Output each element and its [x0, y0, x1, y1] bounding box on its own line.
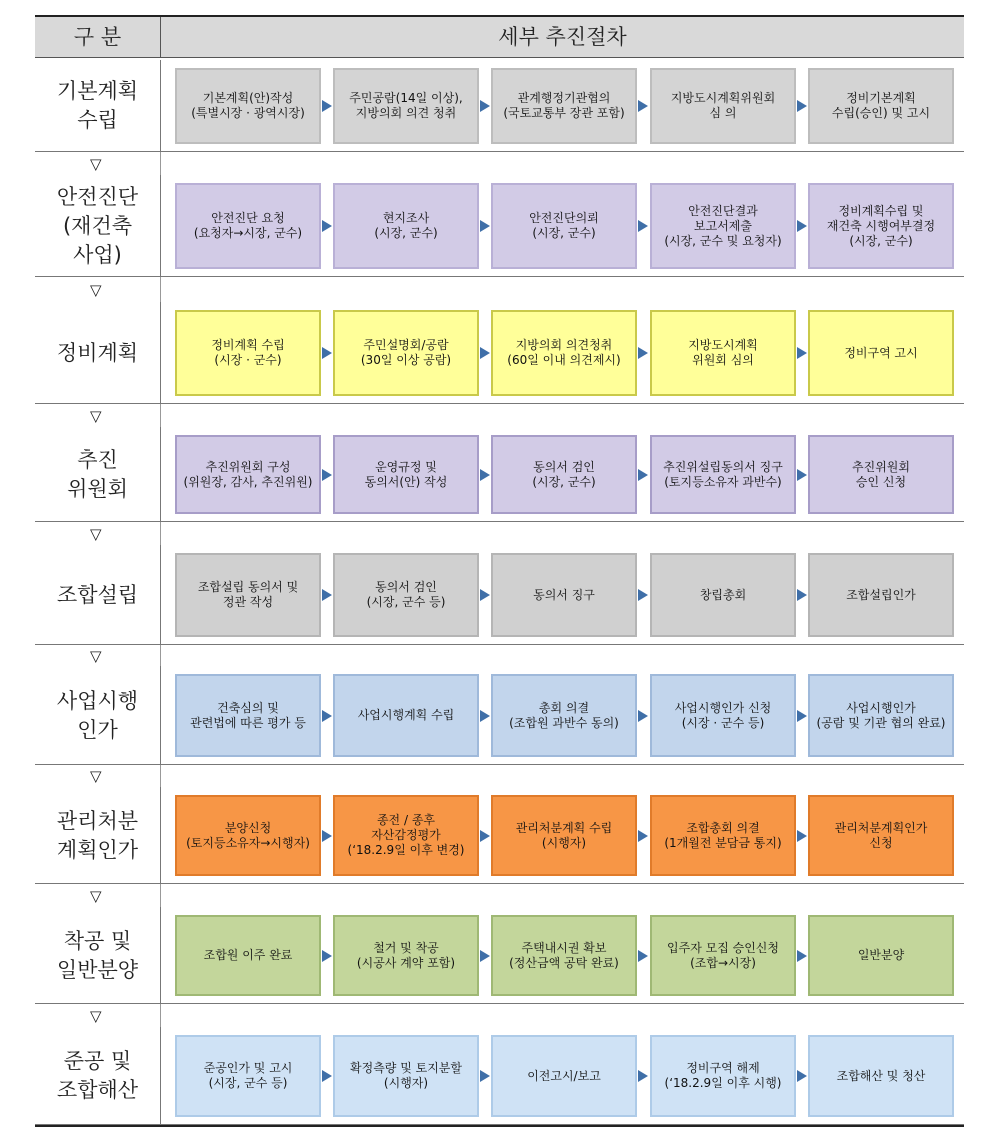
flow-arrow-icon [638, 950, 648, 962]
flow-arrow-icon [638, 1070, 648, 1082]
flow-arrow-icon [480, 100, 490, 112]
down-arrow-icon: ▽ [90, 280, 102, 299]
step-box: 지방도시계획위원회 심 의 [650, 68, 796, 144]
step-box: 추진위원회 승인 신청 [808, 435, 954, 514]
stage-label: 사업시행 인가 [56, 688, 139, 742]
step-box: 철거 및 착공 (시공사 계약 포함) [333, 915, 479, 996]
flow-arrow-icon [638, 710, 648, 722]
flow-arrow-icon [797, 100, 807, 112]
step-box: 창립총회 [650, 553, 796, 637]
step-box: 종전 / 종후 자산감정평가 (‘18.2.9일 이후 변경) [333, 795, 479, 876]
column-divider [160, 545, 161, 645]
row-divider [35, 1003, 964, 1004]
flow-arrow-icon [638, 347, 648, 359]
column-divider [160, 907, 161, 1004]
step-box: 사업시행인가 (공람 및 기관 협의 완료) [808, 674, 954, 757]
step-box: 정비계획 수립 (시장 · 군수) [175, 310, 321, 396]
down-arrow-icon: ▽ [90, 154, 102, 173]
step-box: 분양신청 (토지등소유자→시행자) [175, 795, 321, 876]
flow-arrow-icon [322, 950, 332, 962]
flow-arrow-icon [322, 100, 332, 112]
header-category: 구 분 [73, 25, 122, 49]
flow-arrow-icon [322, 589, 332, 601]
down-arrow-icon: ▽ [90, 1006, 102, 1025]
column-divider [160, 1027, 161, 1125]
column-divider [160, 302, 161, 404]
step-box: 관리처분계획인가 신청 [808, 795, 954, 876]
stage-label: 안전진단 (재건축 사업) [56, 184, 139, 267]
flow-arrow-icon [480, 950, 490, 962]
stage-row [35, 302, 964, 404]
column-divider [160, 427, 161, 522]
step-box: 안전진단의뢰 (시장, 군수) [491, 183, 637, 269]
row-divider [35, 883, 964, 884]
step-box: 운영규정 및 동의서(안) 작성 [333, 435, 479, 514]
stage-label: 준공 및 조합해산 [56, 1049, 139, 1102]
flow-arrow-icon [797, 950, 807, 962]
step-box: 동의서 검인 (시장, 군수 등) [333, 553, 479, 637]
down-arrow-icon: ▽ [90, 524, 102, 543]
flow-arrow-icon [480, 1070, 490, 1082]
flow-arrow-icon [322, 830, 332, 842]
row-divider [35, 276, 964, 277]
stage-row [35, 545, 964, 645]
table-header [35, 17, 964, 58]
step-box: 조합총회 의결 (1개월전 분담금 통지) [650, 795, 796, 876]
step-box: 사업시행계획 수립 [333, 674, 479, 757]
stage-label: 관리처분 계획인가 [56, 808, 139, 862]
row-divider [35, 403, 964, 404]
stage-row [35, 666, 964, 765]
down-arrow-icon: ▽ [90, 767, 102, 785]
column-divider [160, 666, 161, 765]
step-box: 정비계획수립 및 재건축 시행여부결정 (시장, 군수) [808, 183, 954, 269]
column-divider [160, 175, 161, 277]
flow-arrow-icon [797, 830, 807, 842]
stage-row [35, 1027, 964, 1125]
gap-divider [160, 404, 161, 427]
stage-label: 착공 및 일반분양 [56, 928, 139, 982]
flow-arrow-icon [480, 347, 490, 359]
flow-arrow-icon [322, 469, 332, 481]
row-divider [35, 521, 964, 522]
flow-arrow-icon [797, 347, 807, 359]
flow-arrow-icon [322, 347, 332, 359]
gap-divider [160, 522, 161, 545]
step-box: 정비구역 고시 [808, 310, 954, 396]
flow-arrow-icon [322, 1070, 332, 1082]
row-divider [35, 644, 964, 645]
gap-divider [160, 277, 161, 302]
gap-divider [160, 152, 161, 175]
down-arrow-icon: ▽ [90, 406, 102, 425]
step-box: 지방도시계획 위원회 심의 [650, 310, 796, 396]
stage-label: 추진 위원회 [67, 447, 128, 501]
step-box: 안전진단 요청 (요청자→시장, 군수) [175, 183, 321, 269]
step-box: 조합원 이주 완료 [175, 915, 321, 996]
step-box: 주택내시권 확보 (정산금액 공탁 완료) [491, 915, 637, 996]
flow-arrow-icon [322, 220, 332, 232]
flow-arrow-icon [480, 830, 490, 842]
step-box: 기본계획(안)작성 (특별시장 · 광역시장) [175, 68, 321, 144]
flow-arrow-icon [797, 469, 807, 481]
step-box: 사업시행인가 신청 (시장 · 군수 등) [650, 674, 796, 757]
step-box: 추진위설립동의서 징구 (토지등소유자 과반수) [650, 435, 796, 514]
gap-divider [160, 765, 161, 787]
flow-arrow-icon [480, 220, 490, 232]
gap-divider [160, 884, 161, 907]
step-box: 확정측량 및 토지분할 (시행자) [333, 1035, 479, 1117]
flow-arrow-icon [638, 830, 648, 842]
step-box: 추진위원회 구성 (위원장, 감사, 추진위원) [175, 435, 321, 514]
step-box: 동의서 징구 [491, 553, 637, 637]
stage-label: 정비계획 [56, 340, 139, 365]
step-box: 주민설명회/공람 (30일 이상 공람) [333, 310, 479, 396]
step-box: 정비구역 해제 (‘18.2.9일 이후 시행) [650, 1035, 796, 1117]
table-bottom-border [35, 1125, 964, 1127]
stage-label: 기본계획 수립 [56, 79, 139, 132]
flow-arrow-icon [480, 710, 490, 722]
column-divider [160, 60, 161, 152]
header-procedure: 세부 추진절차 [498, 25, 627, 49]
flow-arrow-icon [480, 589, 490, 601]
step-box: 조합해산 및 청산 [808, 1035, 954, 1117]
step-box: 동의서 검인 (시장, 군수) [491, 435, 637, 514]
step-box: 현지조사 (시장, 군수) [333, 183, 479, 269]
flow-arrow-icon [322, 710, 332, 722]
stage-row [35, 907, 964, 1004]
stage-row [35, 60, 964, 152]
step-box: 관계행정기관협의 (국토교통부 장관 포함) [491, 68, 637, 144]
step-box: 준공인가 및 고시 (시장, 군수 등) [175, 1035, 321, 1117]
step-box: 조합설립 동의서 및 정관 작성 [175, 553, 321, 637]
step-box: 총회 의결 (조합원 과반수 동의) [491, 674, 637, 757]
down-arrow-icon: ▽ [90, 646, 102, 665]
stage-row [35, 175, 964, 277]
stage-row [35, 427, 964, 522]
step-box: 건축심의 및 관련법에 따른 평가 등 [175, 674, 321, 757]
stage-row [35, 787, 964, 884]
down-arrow-icon: ▽ [90, 886, 102, 905]
row-divider [35, 764, 964, 765]
gap-divider [160, 645, 161, 666]
step-box: 일반분양 [808, 915, 954, 996]
flow-arrow-icon [638, 469, 648, 481]
flow-arrow-icon [797, 710, 807, 722]
step-box: 조합설립인가 [808, 553, 954, 637]
step-box: 주민공람(14일 이상), 지방의회 의견 청취 [333, 68, 479, 144]
flow-arrow-icon [797, 220, 807, 232]
step-box: 입주자 모집 승인신청 (조합→시장) [650, 915, 796, 996]
flow-arrow-icon [638, 589, 648, 601]
step-box: 이전고시/보고 [491, 1035, 637, 1117]
flow-arrow-icon [797, 1070, 807, 1082]
step-box: 정비기본계획 수립(승인) 및 고시 [808, 68, 954, 144]
stage-label: 조합설립 [56, 582, 139, 607]
flow-arrow-icon [638, 100, 648, 112]
flow-arrow-icon [480, 469, 490, 481]
step-box: 지방의회 의견청취 (60일 이내 의견제시) [491, 310, 637, 396]
step-box: 안전진단결과 보고서제출 (시장, 군수 및 요청자) [650, 183, 796, 269]
column-divider [160, 787, 161, 884]
step-box: 관리처분계획 수립 (시행자) [491, 795, 637, 876]
flow-arrow-icon [638, 220, 648, 232]
flow-arrow-icon [797, 589, 807, 601]
row-divider [35, 151, 964, 152]
procedure-table [35, 15, 964, 1128]
gap-divider [160, 1004, 161, 1027]
